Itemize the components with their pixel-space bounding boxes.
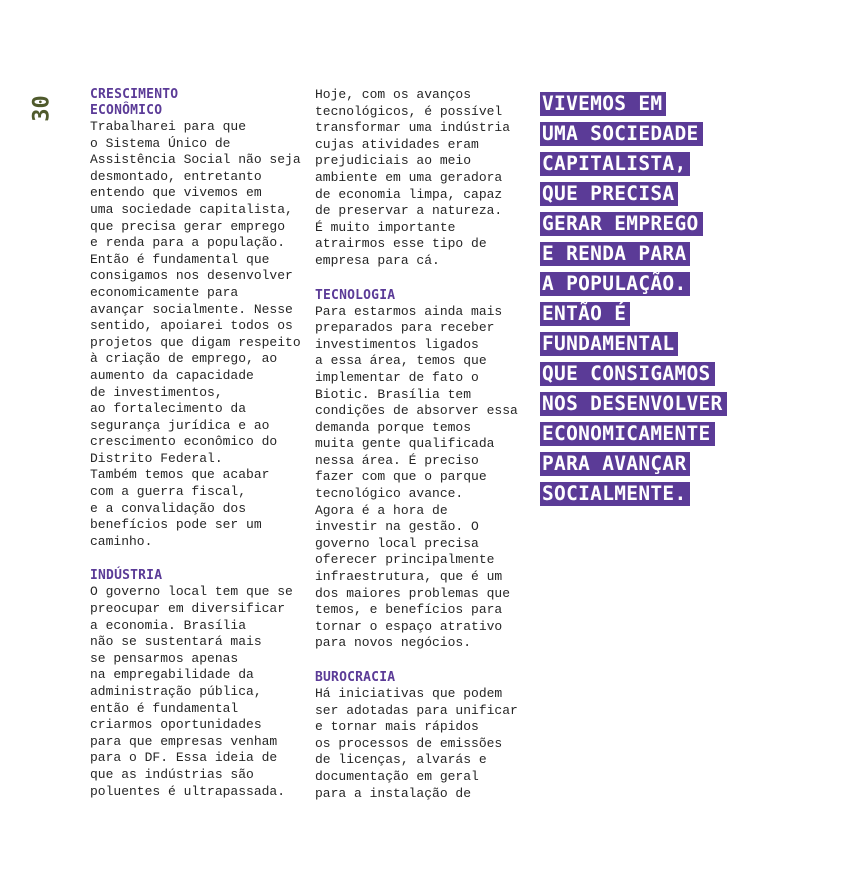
pull-quote-line: QUE CONSIGAMOS: [540, 362, 715, 386]
pull-quote-line: ENTÃO É: [540, 302, 630, 326]
section-heading-industria: INDÚSTRIA: [90, 568, 163, 584]
pull-quote-line: CAPITALISTA,: [540, 152, 690, 176]
section-body-industria: O governo local tem que se preocupar em diversificar a economia. Brasília não se sustentará mais se pensarmos apenas na empregabilidade da administração pública, então é fundamental criarmos oportunidades para que empresas venham para o DF. Essa ideia de que as indústrias são poluentes é ultrapassada.: [90, 584, 293, 799]
pull-quote-line: PARA AVANÇAR: [540, 452, 690, 476]
section-heading-burocracia: BUROCRACIA: [315, 670, 396, 685]
pull-quote-line: FUNDAMENTAL: [540, 332, 678, 356]
section-heading-tecnologia: TECNOLOGIA: [315, 287, 396, 303]
pull-quote-line: VIVEMOS EM: [540, 92, 666, 116]
pull-quote-line: QUE PRECISA: [540, 182, 678, 206]
section-body-crescimento: Trabalharei para que o Sistema Único de Assistência Social não seja desmontado, entretanto entendo que vivemos em uma sociedade capitalista, que precisa gerar emprego e renda para a população. Então é fundamental que consigamos nos desenvolver economicamente para avançar socialmente. Nesse sentido, apoiarei todos os projetos que digam respeito à criação de emprego, ao aumento da capacidade de investimentos, ao fortalecimento da segurança jurídica e ao crescimento econômico do Distrito Federal. Também temos que acabar com a guerra fiscal, e a convalidação dos benefícios pode ser um caminho.: [90, 119, 301, 549]
pull-quote-line: ECONOMICAMENTE: [540, 422, 715, 446]
pull-quote-line: UMA SOCIEDADE: [540, 122, 703, 146]
text-column-middle: [315, 87, 527, 820]
pull-quote-line: GERAR EMPREGO: [540, 212, 703, 236]
section-body-industria-continued: Hoje, com os avanços tecnológicos, é possível transformar uma indústria cujas atividades eram prejudiciais ao meio ambiente em uma geradora de economia limpa, capaz de preservar a natureza. É muito importante atrairmos esse tipo de empresa para cá.: [315, 87, 511, 268]
pull-quote: [540, 92, 790, 512]
page-number-text: 30: [29, 95, 55, 122]
section-body-burocracia: Há iniciativas que podem ser adotadas para unificar e tornar mais rápidos os processos de emissões de licenças, alvarás e documentação em geral para a instalação de: [315, 686, 518, 801]
page-number: [28, 92, 58, 128]
pull-quote-line: NOS DESENVOLVER: [540, 392, 727, 416]
text-column-left: [90, 87, 308, 818]
section-heading-crescimento: CRESCIMENTO ECONÔMICO: [90, 87, 179, 118]
pull-quote-line: SOCIALMENTE.: [540, 482, 690, 506]
pull-quote-line: E RENDA PARA: [540, 242, 690, 266]
section-body-tecnologia: Para estarmos ainda mais preparados para receber investimentos ligados a essa área, temos que implementar de fato o Biotic. Brasília tem condições de absorver essa demanda porque temos muita gente qualificada nessa área. É preciso fazer com que o parque tecnológico avance. Agora é a hora de investir na gestão. O governo local precisa oferecer principalmente infraestrutura, que é um dos maiores problemas que temos, e benefícios para tornar o espaço atrativo para novos negócios.: [315, 303, 518, 651]
pull-quote-line: A POPULAÇÃO.: [540, 272, 690, 296]
